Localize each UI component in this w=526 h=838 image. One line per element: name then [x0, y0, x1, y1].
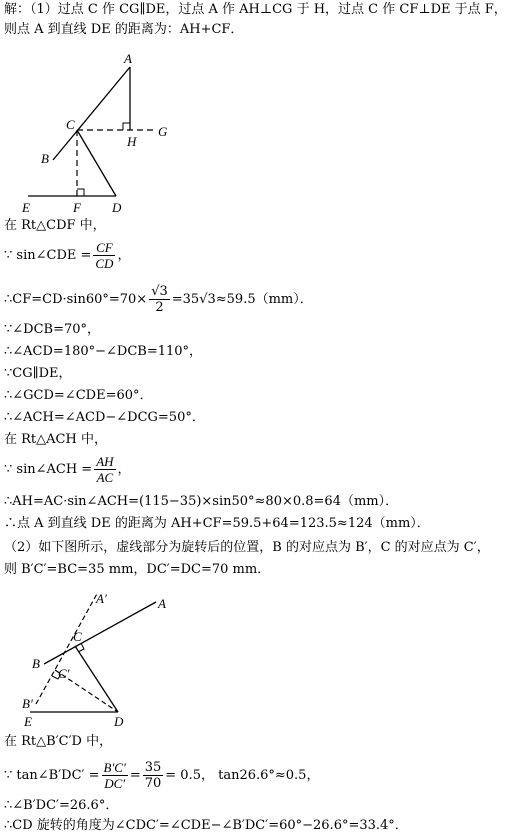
fig2-label-a-prime: A′ [96, 591, 107, 606]
sin-ach-lhs: ∵ sin∠ACH = [4, 462, 93, 477]
cf-line [4, 284, 313, 315]
part2-intro-line-1: （2）如下图所示，虚线部分为旋转后的位置，B 的对应点为 B′，C 的对应点为 C′， [4, 540, 490, 555]
tan-numerator-1: B′C′ [103, 760, 126, 775]
sin-cde-line [4, 240, 130, 271]
tan-fraction-1 [102, 760, 128, 791]
cg-parallel-line: ∵CG∥DE， [4, 366, 72, 381]
tan-denominator-1: DC′ [104, 776, 126, 791]
figure-2 [18, 584, 198, 734]
tan-denominator-2: 70 [144, 776, 162, 791]
cf-denominator: 2 [155, 300, 164, 315]
sin-ach-denominator: AC [96, 470, 114, 485]
gcd-line: ∴∠GCD=∠CDE=60°． [4, 388, 153, 403]
rt-bcd-line: 在 Rt△B′C′D 中， [4, 734, 113, 749]
rt-cdf-line: 在 Rt△CDF 中， [4, 218, 106, 233]
sin-ach-tail: ， [117, 462, 131, 477]
tan-numerator-2: 35 [144, 760, 162, 775]
cf-rhs: =35√3≈59.5（mm）． [171, 292, 313, 307]
intro-line-1: 解：（1）过点 C 作 CG∥DE，过点 A 作 AH⊥CG 于 H，过点 C 作 CF⊥DE 于点 F， [4, 2, 507, 17]
sin-ach-fraction [94, 454, 115, 485]
angle-result-line: ∴∠B′DC′=26.6°． [4, 798, 119, 813]
cf-numerator: √3 [151, 284, 168, 299]
tan-rhs: = 0.5， tan26.6°≈0.5， [165, 768, 320, 783]
ah-line: ∴AH=AC·sin∠ACH=(115−35)×sin50°≈80×0.8=64（mm）． [4, 494, 399, 509]
fig2-label-e: E [24, 714, 32, 729]
fig2-label-d: D [114, 714, 124, 729]
part2-intro-line-2: 则 B′C′=BC=35 mm，DC′=DC=70 mm． [4, 562, 271, 577]
cf-lhs: ∴CF=CD·sin60°=70× [4, 292, 148, 307]
sin-cde-denominator: CD [95, 256, 114, 271]
tan-line [4, 760, 319, 791]
dcb-line: ∵∠DCB=70°， [4, 322, 101, 337]
fig1-label-a: A [124, 51, 132, 66]
fig1-label-d: D [112, 200, 122, 215]
figure-1 [20, 46, 220, 218]
sin-ach-numerator: AH [96, 454, 114, 469]
sin-cde-numerator: CF [93, 240, 115, 256]
fig2-label-c: C [73, 629, 82, 644]
rt-ach-line: 在 Rt△ACH 中， [4, 432, 107, 447]
fig2-label-a: A [158, 596, 166, 611]
tan-equals: = [129, 768, 141, 783]
fig1-label-g: G [158, 124, 168, 139]
sin-cde-tail: ， [117, 248, 131, 263]
acd-line: ∴∠ACD=180°−∠DCB=110°， [4, 344, 203, 359]
fig1-label-b: B [41, 151, 49, 166]
ach-angle-line: ∴∠ACH=∠ACD−∠DCG=50°． [4, 410, 205, 425]
fig1-label-f: F [73, 200, 81, 215]
sin-cde-lhs: ∵ sin∠CDE = [4, 248, 92, 263]
fig2-label-b-prime: B′ [22, 696, 33, 711]
rotation-line: ∴CD 旋转的角度为∠CDC′=∠CDE−∠B′DC′=60°−26.6°=33.4°． [4, 818, 408, 833]
sin-cde-fraction [93, 240, 115, 271]
fig2-label-b: B [32, 656, 40, 671]
tan-lhs: ∵ tan∠B′DC′ = [4, 768, 100, 783]
intro-line-2: 则点 A 到直线 DE 的距离为：AH+CF． [4, 22, 244, 37]
fig2-label-c-prime: C′ [58, 666, 70, 681]
fig1-label-e: E [22, 200, 30, 215]
fig1-label-c: C [66, 117, 75, 132]
tan-fraction-2 [143, 760, 164, 791]
cf-fraction [149, 284, 170, 315]
sin-ach-line [4, 454, 131, 485]
fig1-label-h: H [127, 134, 137, 149]
distance-line: ∴点 A 到直线 DE 的距离为 AH+CF=59.5+64=123.5≈124（mm）． [4, 516, 430, 531]
